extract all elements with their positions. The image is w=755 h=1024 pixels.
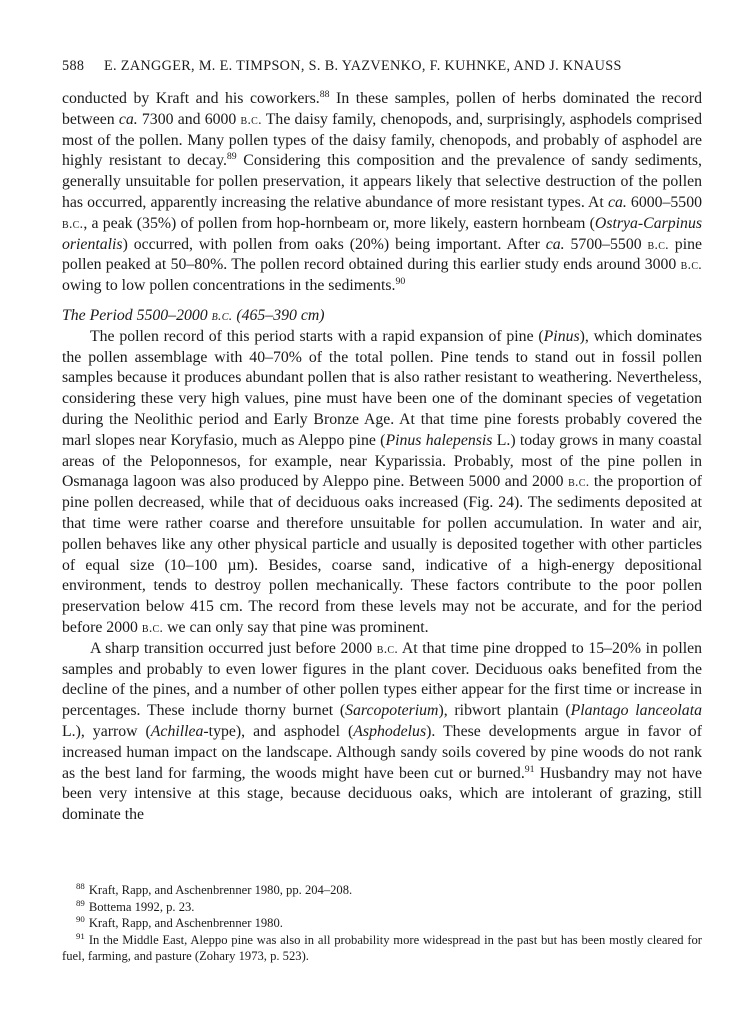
- footnote: $^{91}$ In the Middle East, Aleppo pine was also in all probability more widespread in the past but has been mostly cleared for fuel, farming, and pasture (Zohary 1973, p. 523).: [62, 930, 702, 964]
- paragraph-pine-expansion: The pollen record of this period starts with a rapid expansion of pine (Pinus), which dominates the pollen assemblage with 40–70% of the total pollen. Pine tends to stand out in fossil pollen samples because it produces abundant pollen that is also rather resistant to weathering. Nevertheless, considering these very high values, pine must have been one of the dominant species of vegetation during the Neolithic period and Early Bronze Age. At that time pine forests probably covered the marl slopes near Koryfasio, much as Aleppo pine (Pinus halepensis L.) today grows in many coastal areas of the Peloponnesos, for example, near Kyparissia. Probably, most of the pine pollen in Osmanaga lagoon was also produced by Aleppo pine. Between 5000 and 2000 b.c. the proportion of pine pollen decreased, while that of deciduous oaks increased (Fig. 24). The sediments deposited at that time were rather coarse and therefore unsuitable for pollen accumulation. In water and air, pollen behaves like any other physical particle and usually is deposited together with other particles of equal size (10–100 µm). Besides, coarse sand, indicative of a high-energy depositional environment, tends to destroy pollen mechanically. These factors contribute to the poor pollen preservation below 415 cm. The record from these levels may not be accurate, and for the period before 2000 b.c. we can only say that pine was prominent.: [62, 327, 702, 636]
- footnote-ref-90[interactable]: 90: [395, 276, 406, 288]
- article-body: [62, 89, 702, 826]
- running-header: [62, 58, 702, 76]
- paragraph-kraft-results: conducted by Kraft and his coworkers.$^{88}$ In these samples, pollen of herbs dominated the record between ca. 7300 and 6000 b.c. The daisy family, chenopods, and, surprisingly, asphodels comprised most of the pollen. Many pollen types of the daisy family, chenopods, and probably of asphodel are highly resistant to decay.$^{89}$ Considering this composition and the prevalence of sandy sediments, generally unsuitable for pollen preservation, it appears likely that selective destruction of the pollen has occurred, apparently increasing the relative abundance of more resistant types. At ca. 6000–5500 b.c., a peak (35%) of pollen from hop-hornbeam or, more likely, eastern hornbeam (Ostrya-Carpinus orientalis) occurred, with pollen from oaks (20%) being important. After ca. 5700–5500 b.c. pine pollen peaked at 50–80%. The pollen record obtained during this earlier study ends around 3000 b.c. owing to low pollen concentrations in the sediments.$^{90}$: [62, 89, 703, 295]
- section-heading: The Period 5500–2000 b.c. (465–390 cm): [62, 306, 325, 324]
- footnotes: [62, 882, 702, 965]
- page-number: 588: [62, 58, 85, 74]
- footnote: $^{90}$ Kraft, Rapp, and Aschenbrenner 1980.: [76, 914, 283, 931]
- footnote-ref-88[interactable]: 88: [319, 89, 330, 101]
- paragraph-sharp-transition: A sharp transition occurred just before 2000 b.c. At that time pine dropped to 15–20% in pollen samples and probably to even lower figures in the plant cover. Deciduous oaks benefited from the decline of the pines, and a number of other pollen types either appear for the first time or increase in percentages. These include thorny burnet (Sarcopoterium), ribwort plantain (Plantago lanceolata L.), yarrow (Achillea-type), and asphodel (Asphodelus). These developments argue in favor of increased human impact on the landscape. Although sandy soils covered by pine woods do not rank as the best land for farming, the woods might have been cut or burned.$^{91}$ Husbandry may not have been very intensive at this stage, because deciduous oaks, which are intolerant of grazing, still dominate the: [62, 639, 703, 824]
- footnote-ref-89[interactable]: 89: [226, 151, 237, 163]
- footnote: $^{88}$ Kraft, Rapp, and Aschenbrenner 1980, pp. 204–208.: [76, 881, 353, 897]
- footnote: $^{89}$ Bottema 1992, p. 23.: [76, 897, 195, 914]
- author-line: E. ZANGGER, M. E. TIMPSON, S. B. YAZVENKO, F. KUHNKE, AND J. KNAUSS: [104, 58, 622, 74]
- footnote-ref-91[interactable]: 91: [524, 763, 535, 775]
